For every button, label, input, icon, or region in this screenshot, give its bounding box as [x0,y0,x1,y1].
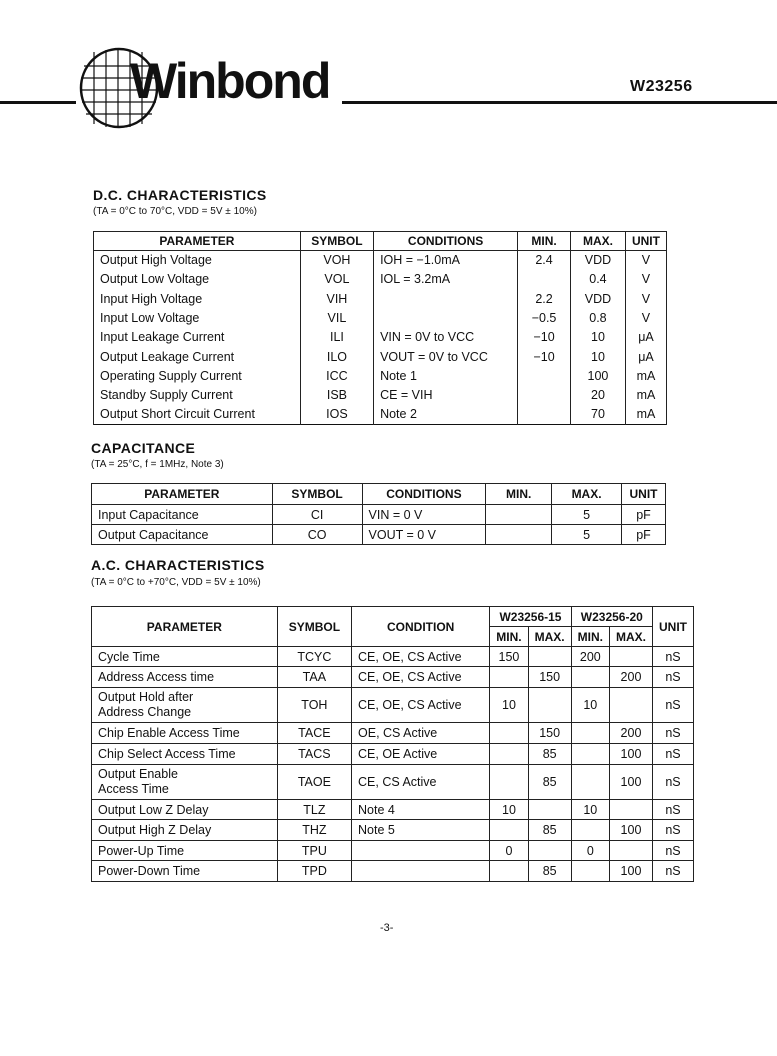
cell-symbol: TOH [277,688,351,723]
cell-symbol: TLZ [277,800,351,820]
cell-parameter: Chip Select Access Time [92,744,278,765]
cell-min: 2.2 [518,289,571,308]
cell-min [518,386,571,405]
cell-max-20: 200 [609,667,652,688]
cell-min: 2.4 [518,251,571,270]
cell-unit: nS [652,744,693,765]
cell-max: VDD [570,251,625,270]
cell-min [486,505,552,525]
table-row [92,800,694,820]
cell-min-15: 150 [490,647,528,667]
cell-min-20: 10 [571,688,609,723]
cell-condition [352,861,490,882]
column-header: SYMBOL [272,484,362,505]
cell-unit: μA [625,328,666,347]
column-header: CONDITION [352,607,490,647]
cell-min-20: 0 [571,841,609,861]
cell-max-15: 85 [528,820,571,841]
cell-max: 0.4 [570,270,625,289]
cell-min-20 [571,667,609,688]
cell-max: 5 [552,505,622,525]
cell-symbol: ICC [300,366,373,385]
column-group-header: W23256-15 [490,607,571,627]
cell-symbol: CO [272,525,362,545]
header-rule-right [342,101,777,104]
cell-min-20: 10 [571,800,609,820]
cell-symbol: TAOE [277,765,351,800]
cell-max-20 [609,647,652,667]
cell-min [518,366,571,385]
cell-min-20 [571,820,609,841]
cell-parameter: Operating Supply Current [94,366,301,385]
cell-unit: nS [652,723,693,744]
column-header: CONDITIONS [362,484,486,505]
column-header: MIN. [486,484,552,505]
cell-symbol: TACS [277,744,351,765]
part-number: W23256 [630,78,693,95]
column-header: PARAMETER [94,232,301,251]
table-row [92,688,694,723]
winbond-logo-text: Winbond [130,53,330,109]
dc-conditions: (TA = 0°C to 70°C, VDD = 5V ± 10%) [93,206,257,217]
column-header: PARAMETER [92,607,278,647]
cell-symbol: ILI [300,328,373,347]
cell-unit: μA [625,347,666,366]
cell-conditions: IOL = 3.2mA [374,270,518,289]
cell-min-20 [571,744,609,765]
cell-max: 0.8 [570,308,625,327]
cap-conditions: (TA = 25°C, f = 1MHz, Note 3) [91,459,224,470]
cell-condition [352,841,490,861]
cell-unit: V [625,251,666,270]
cell-unit: V [625,308,666,327]
column-header: MAX. [528,627,571,647]
table-row [92,765,694,800]
cell-conditions: CE = VIH [374,386,518,405]
table-header-row [92,607,694,627]
cell-max-15: 85 [528,861,571,882]
cell-conditions: IOH = −1.0mA [374,251,518,270]
cell-symbol: CI [272,505,362,525]
cell-unit: V [625,270,666,289]
cell-max-15 [528,647,571,667]
cell-symbol: THZ [277,820,351,841]
cap-section-title: CAPACITANCE [91,440,196,456]
cell-symbol: IOS [300,405,373,424]
cell-condition: CE, OE Active [352,744,490,765]
cell-min-20 [571,723,609,744]
column-header: MIN. [571,627,609,647]
cell-max-20 [609,841,652,861]
cell-conditions: VIN = 0V to VCC [374,328,518,347]
cell-min-15 [490,723,528,744]
cell-min: −10 [518,328,571,347]
cell-unit: mA [625,405,666,424]
cell-max-20 [609,800,652,820]
cell-symbol: ISB [300,386,373,405]
cell-unit: nS [652,820,693,841]
cell-unit: V [625,289,666,308]
cell-parameter: Output Hold after Address Change [92,688,278,723]
cell-min-15 [490,667,528,688]
cell-min-15 [490,820,528,841]
cell-symbol: TPU [277,841,351,861]
column-header: UNIT [621,484,665,505]
table-header-row [92,484,666,505]
column-header: UNIT [625,232,666,251]
cell-unit: nS [652,765,693,800]
cell-parameter: Output Low Z Delay [92,800,278,820]
cell-unit: nS [652,861,693,882]
cell-max-15: 150 [528,723,571,744]
column-header: UNIT [652,607,693,647]
table-row [94,251,667,270]
cell-parameter: Output Low Voltage [94,270,301,289]
cell-parameter: Chip Enable Access Time [92,723,278,744]
dc-table [93,231,667,425]
column-header: MAX. [552,484,622,505]
cell-symbol: ILO [300,347,373,366]
cell-max-20: 200 [609,723,652,744]
cell-max-20: 100 [609,820,652,841]
cell-max-15: 150 [528,667,571,688]
cell-symbol: TCYC [277,647,351,667]
cell-conditions [374,308,518,327]
cell-min-15 [490,744,528,765]
cell-min-15 [490,765,528,800]
header-rule-left [0,101,76,104]
cell-unit: nS [652,841,693,861]
column-header: CONDITIONS [374,232,518,251]
cell-min: −0.5 [518,308,571,327]
cell-min-15: 0 [490,841,528,861]
table-row [92,861,694,882]
page-number: -3- [380,922,394,934]
column-header: MIN. [518,232,571,251]
cell-conditions: VOUT = 0 V [362,525,486,545]
cell-max-20: 100 [609,861,652,882]
cell-unit: nS [652,667,693,688]
cell-parameter: Cycle Time [92,647,278,667]
cell-max-20 [609,688,652,723]
cell-symbol: VOL [300,270,373,289]
table-row [92,820,694,841]
cell-symbol: VIL [300,308,373,327]
column-header: PARAMETER [92,484,273,505]
cell-max-15: 85 [528,765,571,800]
cell-min-20: 200 [571,647,609,667]
cell-unit: nS [652,688,693,723]
table-row [94,386,667,405]
cell-max-20: 100 [609,765,652,800]
cell-symbol: TPD [277,861,351,882]
cell-unit: nS [652,647,693,667]
cell-unit: pF [621,505,665,525]
cell-min-20 [571,861,609,882]
cell-max-15: 85 [528,744,571,765]
cell-min [486,525,552,545]
column-group-header: W23256-20 [571,607,652,627]
cell-condition: OE, CS Active [352,723,490,744]
cell-max: 100 [570,366,625,385]
cell-max: VDD [570,289,625,308]
cell-parameter: Address Access time [92,667,278,688]
cell-min-15 [490,861,528,882]
table-row [94,289,667,308]
cell-max: 10 [570,347,625,366]
cell-unit: mA [625,386,666,405]
cell-conditions: Note 1 [374,366,518,385]
table-row [92,841,694,861]
cell-parameter: Input High Voltage [94,289,301,308]
table-row [92,525,666,545]
cell-parameter: Input Capacitance [92,505,273,525]
ac-conditions: (TA = 0°C to +70°C, VDD = 5V ± 10%) [91,577,261,588]
cell-max: 70 [570,405,625,424]
cell-parameter: Output Capacitance [92,525,273,545]
cell-condition: Note 4 [352,800,490,820]
cell-condition: Note 5 [352,820,490,841]
cell-condition: CE, OE, CS Active [352,647,490,667]
cell-parameter: Input Leakage Current [94,328,301,347]
column-header: MIN. [490,627,528,647]
cell-condition: CE, OE, CS Active [352,667,490,688]
cell-parameter: Output Short Circuit Current [94,405,301,424]
cell-unit: nS [652,800,693,820]
table-row [94,347,667,366]
column-header: SYMBOL [277,607,351,647]
cell-parameter: Output Enable Access Time [92,765,278,800]
cell-symbol: TACE [277,723,351,744]
ac-table [91,606,694,882]
cell-parameter: Power-Up Time [92,841,278,861]
cell-max: 5 [552,525,622,545]
column-header: SYMBOL [300,232,373,251]
cell-parameter: Output Leakage Current [94,347,301,366]
table-row [92,647,694,667]
cell-unit: pF [621,525,665,545]
cell-conditions: VIN = 0 V [362,505,486,525]
cell-parameter: Output High Voltage [94,251,301,270]
cell-max: 20 [570,386,625,405]
cell-symbol: VIH [300,289,373,308]
cell-parameter: Power-Down Time [92,861,278,882]
table-header-row [94,232,667,251]
table-row [94,366,667,385]
cell-conditions: VOUT = 0V to VCC [374,347,518,366]
cell-max: 10 [570,328,625,347]
table-row [92,744,694,765]
cell-max-15 [528,841,571,861]
cell-conditions: Note 2 [374,405,518,424]
cell-unit: mA [625,366,666,385]
cell-min: −10 [518,347,571,366]
cell-parameter: Standby Supply Current [94,386,301,405]
table-row [94,405,667,424]
dc-section-title: D.C. CHARACTERISTICS [93,187,267,203]
table-row [92,667,694,688]
table-row [94,270,667,289]
column-header: MAX. [609,627,652,647]
cell-min-15: 10 [490,800,528,820]
cell-min [518,405,571,424]
table-row [94,328,667,347]
cell-parameter: Output High Z Delay [92,820,278,841]
cell-max-15 [528,800,571,820]
table-row [94,308,667,327]
cell-max-20: 100 [609,744,652,765]
table-row [92,505,666,525]
ac-section-title: A.C. CHARACTERISTICS [91,557,265,573]
cell-symbol: TAA [277,667,351,688]
cell-conditions [374,289,518,308]
column-header: MAX. [570,232,625,251]
cap-table [91,483,666,545]
cell-min-20 [571,765,609,800]
cell-min-15: 10 [490,688,528,723]
table-row [92,723,694,744]
cell-min [518,270,571,289]
cell-symbol: VOH [300,251,373,270]
cell-condition: CE, OE, CS Active [352,688,490,723]
cell-condition: CE, CS Active [352,765,490,800]
cell-max-15 [528,688,571,723]
cell-parameter: Input Low Voltage [94,308,301,327]
